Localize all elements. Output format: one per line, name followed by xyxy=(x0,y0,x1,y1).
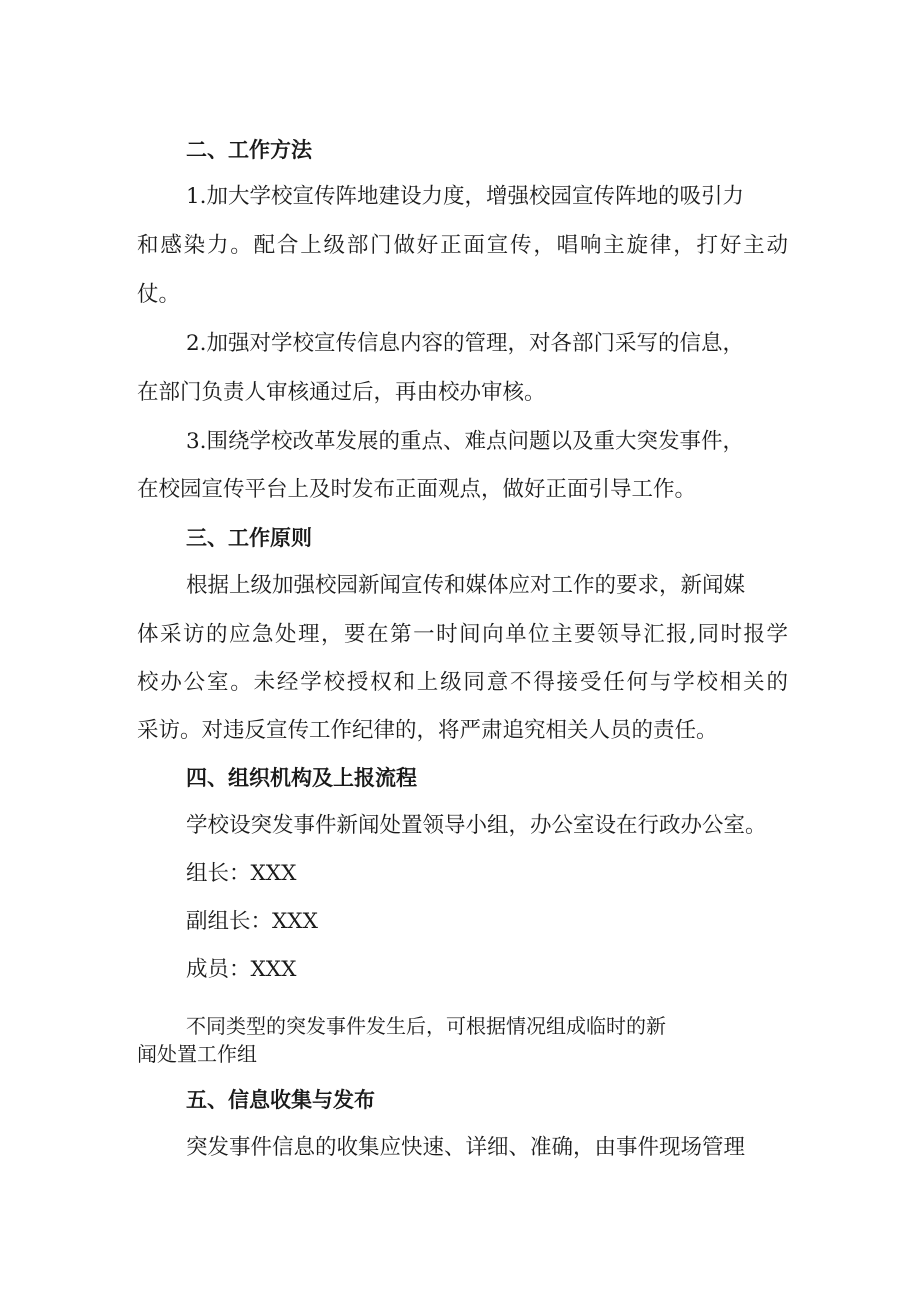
section-heading-methods: 二、工作方法 xyxy=(186,138,312,162)
paragraph-line: 1.加大学校宣传阵地建设力度，增强校园宣传阵地的吸引力 xyxy=(186,184,745,209)
paragraph-line: 根据上级加强校园新闻宣传和媒体应对工作的要求，新闻媒 xyxy=(186,573,746,598)
paragraph-line: 不同类型的突发事件发生后，可根据情况组成临时的新 xyxy=(186,1014,666,1038)
paragraph-line: 2.加强对学校宣传信息内容的管理，对各部门采写的信息， xyxy=(186,331,745,356)
paragraph-line: 学校设突发事件新闻处置领导小组，办公室设在行政办公室。 xyxy=(186,813,767,838)
deputy-leader-line: 副组长：XXX xyxy=(186,909,318,934)
paragraph-line: 和感染力。配合上级部门做好正面宣传，唱响主旋律，打好主动 xyxy=(137,233,788,258)
leader-line: 组长：XXX xyxy=(186,861,297,886)
member-line: 成员：XXX xyxy=(186,957,297,982)
paragraph-line: 突发事件信息的收集应快速、详细、准确，由事件现场管理 xyxy=(186,1135,746,1160)
paragraph-line: 采访。对违反宣传工作纪律的，将严肃追究相关人员的责任。 xyxy=(137,718,718,743)
section-heading-organization: 四、组织机构及上报流程 xyxy=(186,766,417,790)
paragraph-line: 校办公室。未经学校授权和上级同意不得接受任何与学校相关的 xyxy=(137,670,788,695)
section-heading-principles: 三、工作原则 xyxy=(186,526,312,550)
paragraph-line: 在校园宣传平台上及时发布正面观点，做好正面引导工作。 xyxy=(137,477,697,502)
paragraph-line: 闻处置工作组 xyxy=(137,1042,257,1066)
paragraph-line: 3.围绕学校改革发展的重点、难点问题以及重大突发事件， xyxy=(186,429,745,454)
paragraph-line: 体采访的应急处理，要在第一时间向单位主要领导汇报,同时报学 xyxy=(137,622,788,647)
paragraph-line: 仗。 xyxy=(137,282,181,307)
paragraph-line: 在部门负责人审核通过后，再由校办审核。 xyxy=(137,380,546,405)
section-heading-information: 五、信息收集与发布 xyxy=(186,1088,375,1112)
